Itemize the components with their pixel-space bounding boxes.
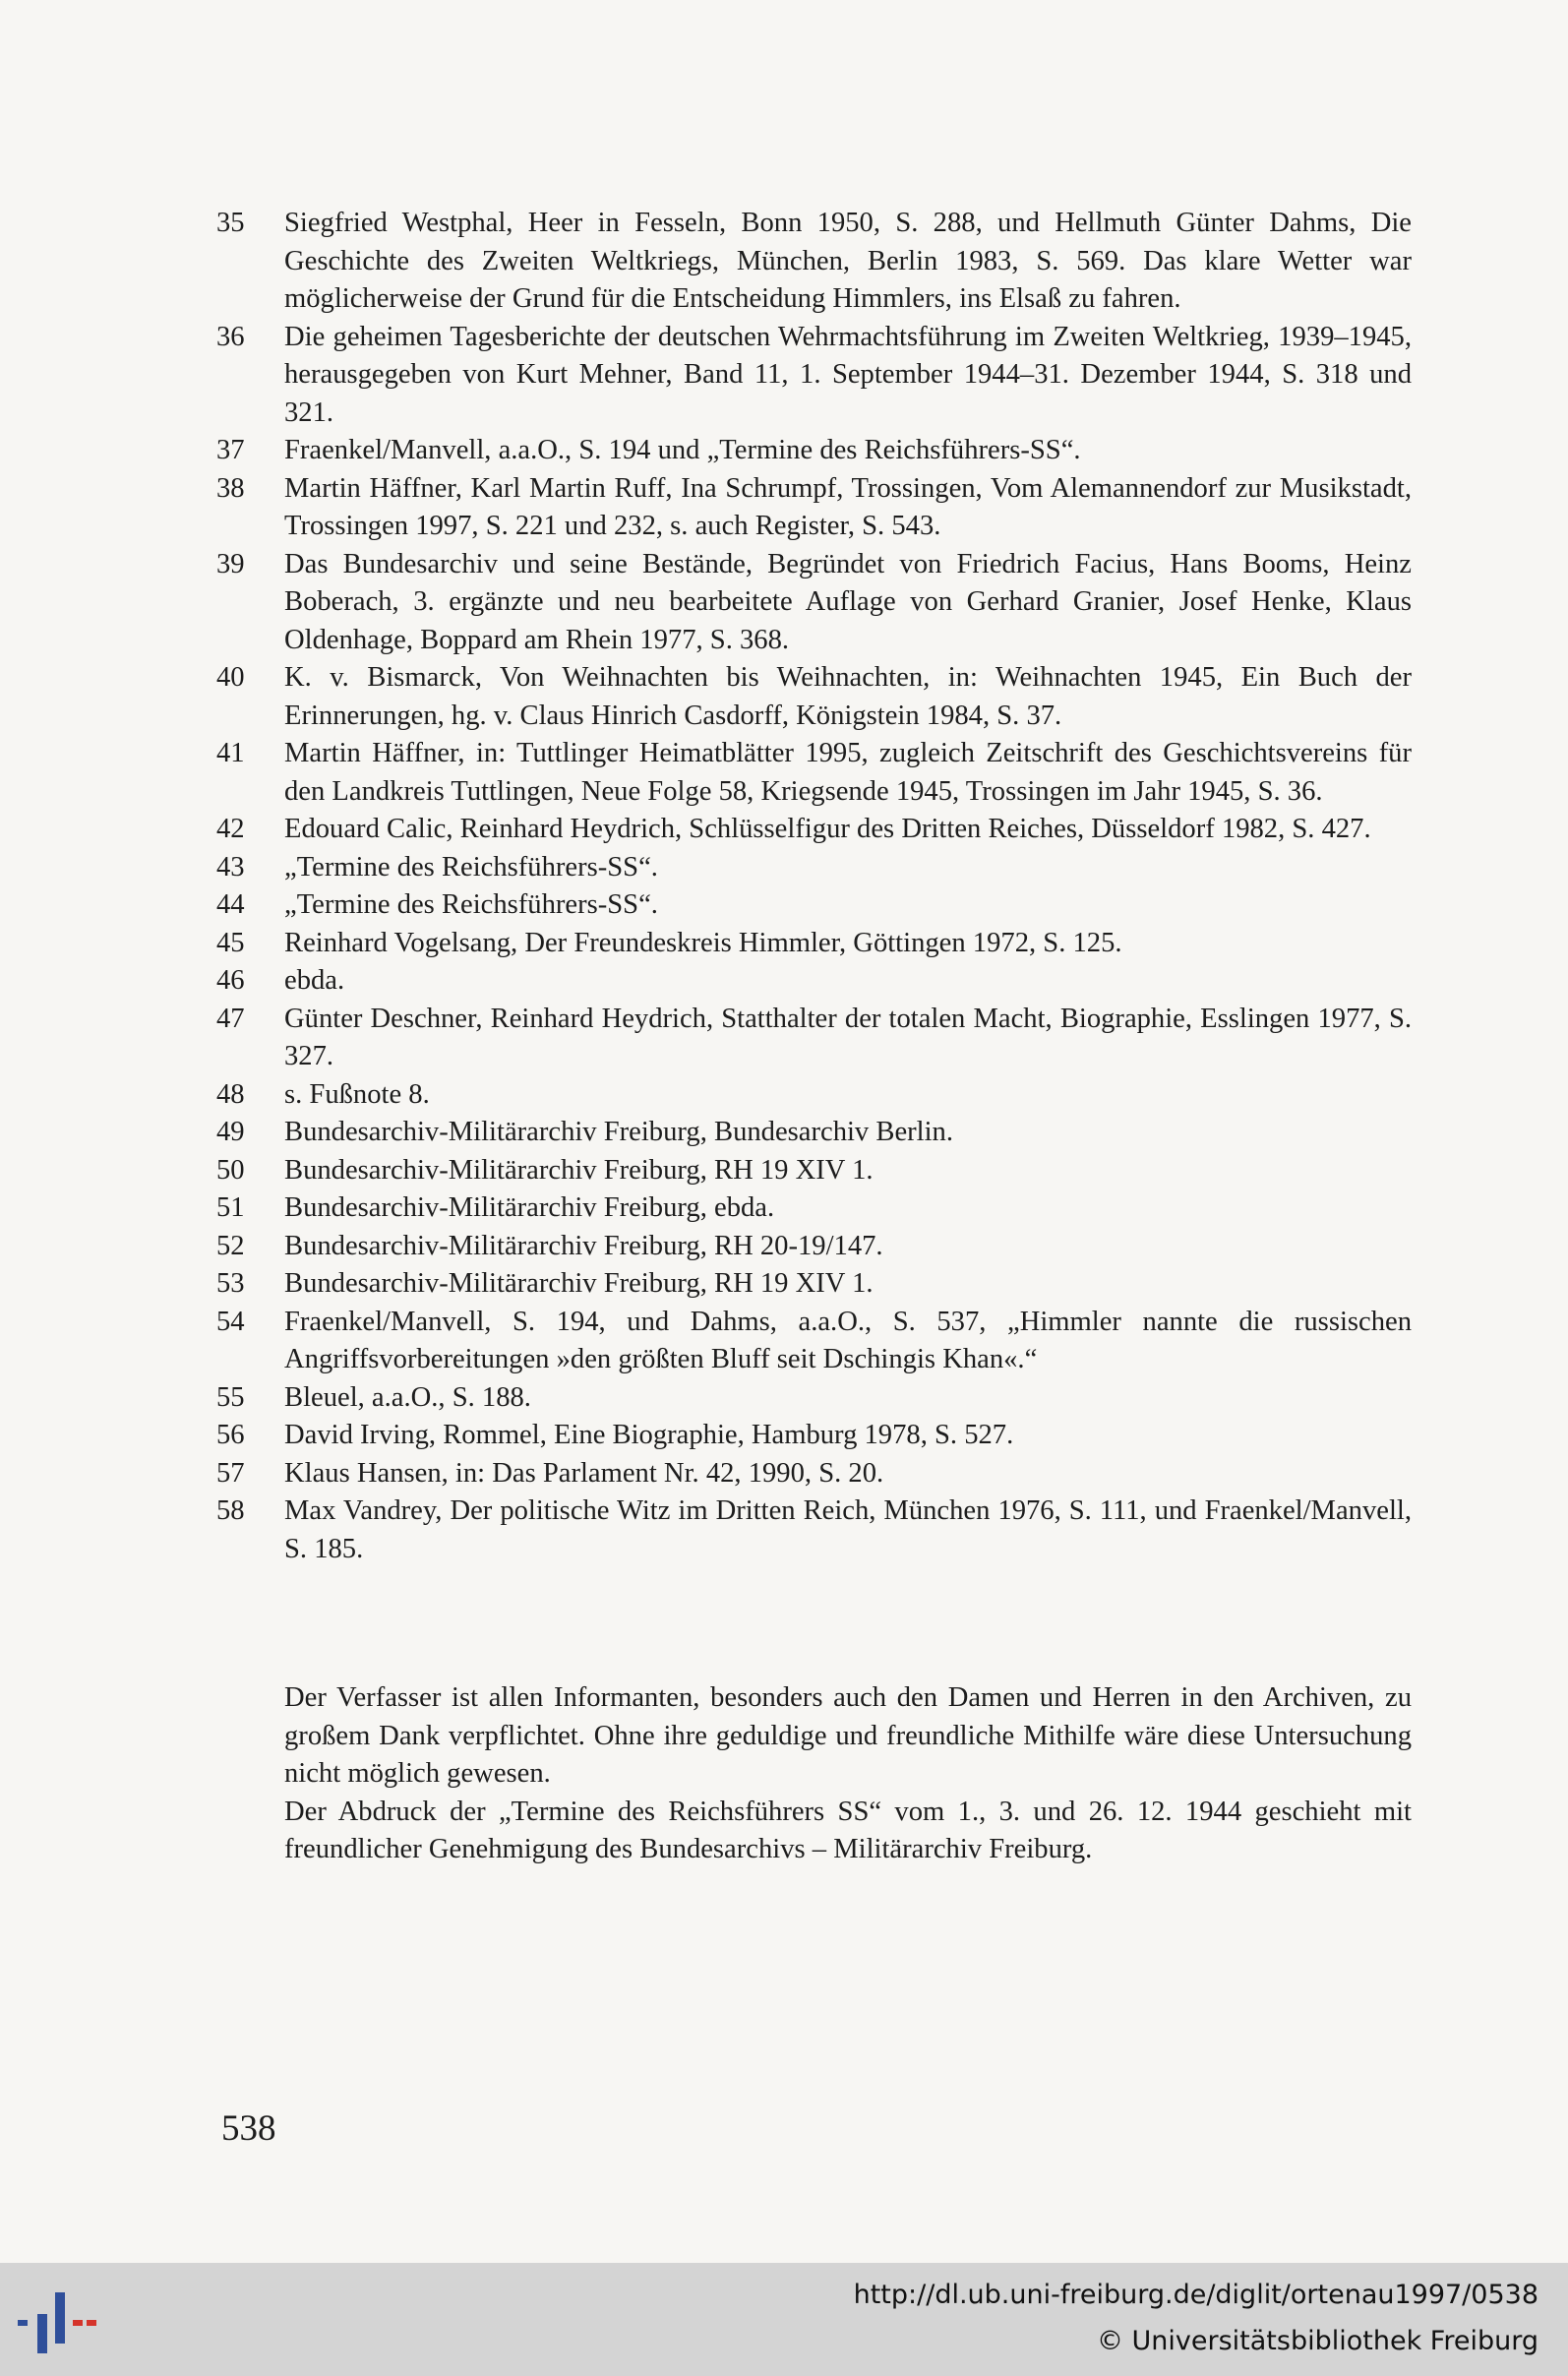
footnote-number: 36	[216, 321, 245, 352]
acknowledgement-paragraph-1: Der Verfasser ist allen Informanten, besonders auch den Damen und Herren in den Archiven, zu großem Dank verpflichtet. Ohne ihre geduldige und freundliche Mithilfe wäre diese Untersuchung nicht möglich gewesen.	[284, 1682, 1412, 1789]
footnote-number: 55	[216, 1381, 245, 1413]
footnote-text: Edouard Calic, Reinhard Heydrich, Schlüsselfigur des Dritten Reiches, Düsseldorf 1982, S. 427.	[284, 814, 1371, 844]
footnote-53	[216, 1265, 1412, 1304]
footnote-text: Martin Häffner, Karl Martin Ruff, Ina Schrumpf, Trossingen, Vom Alemannendorf zur Musikstadt, Trossingen 1997, S. 221 und 232, s. auch Register, S. 543.	[284, 472, 1412, 541]
footnote-number: 50	[216, 1154, 245, 1186]
footnote-55	[216, 1379, 1412, 1418]
footnote-number: 57	[216, 1457, 245, 1489]
ub-freiburg-logo-icon	[18, 2292, 98, 2353]
footnote-number: 56	[216, 1420, 245, 1450]
footnote-42	[216, 811, 1412, 849]
footnote-number: 40	[216, 662, 245, 693]
footnote-number: 45	[216, 927, 245, 958]
footnote-37	[216, 432, 1412, 470]
footnote-56	[216, 1417, 1412, 1455]
footnote-number: 42	[216, 814, 245, 844]
footnote-text: Martin Häffner, in: Tuttlinger Heimatblätter 1995, zugleich Zeitschrift des Geschichtsvereins für den Landkreis Tuttlingen, Neue Folge 58, Kriegsende 1945, Trossingen im Jahr 1945, S. 36.	[284, 738, 1412, 807]
footnote-39	[216, 546, 1412, 660]
footnote-number: 54	[216, 1306, 245, 1337]
acknowledgement	[284, 1679, 1412, 1869]
footnote-41	[216, 735, 1412, 811]
footnote-49	[216, 1114, 1412, 1152]
footnote-number: 58	[216, 1495, 245, 1526]
footnote-43	[216, 849, 1412, 887]
footnotes-list	[216, 205, 1412, 1568]
footnote-35	[216, 205, 1412, 319]
footnote-number: 46	[216, 965, 245, 996]
footnote-text: Siegfried Westphal, Heer in Fesseln, Bonn 1950, S. 288, und Hellmuth Günter Dahms, Die Geschichte des Zweiten Weltkriegs, München, Berlin 1983, S. 569. Das klare Wetter war möglicherweise der Grund für die Entscheidung Himmlers, ins Elsaß zu fahren.	[284, 208, 1412, 314]
footnote-text: „Termine des Reichsführers-SS“.	[284, 889, 658, 920]
footnote-44	[216, 886, 1412, 925]
footnote-number: 47	[216, 1003, 245, 1034]
footnote-text: Günter Deschner, Reinhard Heydrich, Statthalter der totalen Macht, Biographie, Esslingen 1977, S. 327.	[284, 1003, 1412, 1071]
footnote-54	[216, 1304, 1412, 1379]
footnote-number: 53	[216, 1268, 245, 1299]
footnote-text: Fraenkel/Manvell, S. 194, und Dahms, a.a.O., S. 537, „Himmler nannte die russischen Angriffsvorbereitungen »den größten Bluff seit Dschingis Khan«.“	[284, 1306, 1412, 1374]
footnote-text: Bleuel, a.a.O., S. 188.	[284, 1381, 531, 1413]
footnote-40	[216, 659, 1412, 735]
footnote-number: 43	[216, 851, 245, 883]
footnote-47	[216, 1001, 1412, 1076]
footnote-38	[216, 470, 1412, 546]
footnote-number: 41	[216, 738, 245, 768]
footnote-51	[216, 1189, 1412, 1228]
footnote-text: Bundesarchiv-Militärarchiv Freiburg, RH 19 XIV 1.	[284, 1268, 874, 1299]
copyright-notice: © Universitätsbibliothek Freiburg	[1096, 2326, 1538, 2356]
footnote-number: 52	[216, 1230, 245, 1261]
footnote-text: Reinhard Vogelsang, Der Freundeskreis Himmler, Göttingen 1972, S. 125.	[284, 927, 1122, 958]
document-url-link[interactable]: http://dl.ub.uni-freiburg.de/diglit/ortenau1997/0538	[853, 2280, 1538, 2310]
footnote-number: 48	[216, 1078, 245, 1110]
footnote-number: 35	[216, 208, 245, 238]
acknowledgement-paragraph-2: Der Abdruck der „Termine des Reichsführers SS“ vom 1., 3. und 26. 12. 1944 geschieht mit freundlicher Genehmigung des Bundesarchivs – Militärarchiv Freiburg.	[284, 1796, 1412, 1864]
footnote-text: Die geheimen Tagesberichte der deutschen Wehrmachtsführung im Zweiten Weltkrieg, 1939–1945, herausgegeben von Kurt Mehner, Band 11, 1. September 1944–31. Dezember 1944, S. 318 und 321.	[284, 321, 1412, 428]
footnote-36	[216, 319, 1412, 433]
viewer-footer	[0, 2263, 1568, 2376]
footnote-52	[216, 1228, 1412, 1266]
footnote-46	[216, 962, 1412, 1001]
footnote-text: ebda.	[284, 965, 345, 996]
footnote-text: Bundesarchiv-Militärarchiv Freiburg, RH 20-19/147.	[284, 1230, 883, 1261]
footnote-text: Bundesarchiv-Militärarchiv Freiburg, RH 19 XIV 1.	[284, 1154, 874, 1186]
footnote-58	[216, 1493, 1412, 1568]
footnote-50	[216, 1152, 1412, 1190]
footnote-text: Bundesarchiv-Militärarchiv Freiburg, ebda.	[284, 1192, 775, 1223]
footnote-number: 49	[216, 1117, 245, 1147]
page-number: 538	[221, 2108, 276, 2149]
footnote-number: 38	[216, 472, 245, 504]
footnote-text: K. v. Bismarck, Von Weihnachten bis Weihnachten, in: Weihnachten 1945, Ein Buch der Erinnerungen, hg. v. Claus Hinrich Casdorff, Königstein 1984, S. 37.	[284, 662, 1412, 731]
footnote-text: Das Bundesarchiv und seine Bestände, Begründet von Friedrich Facius, Hans Booms, Heinz Boberach, 3. ergänzte und neu bearbeitete Auflage von Gerhard Granier, Josef Henke, Klaus Oldenhage, Boppard am Rhein 1977, S. 368.	[284, 548, 1412, 655]
footnote-text: „Termine des Reichsführers-SS“.	[284, 851, 658, 883]
footnote-text: Klaus Hansen, in: Das Parlament Nr. 42, 1990, S. 20.	[284, 1457, 884, 1489]
footnote-text: s. Fußnote 8.	[284, 1078, 430, 1110]
footnote-45	[216, 925, 1412, 963]
footnote-number: 51	[216, 1192, 245, 1223]
footnote-57	[216, 1455, 1412, 1493]
footnote-text: David Irving, Rommel, Eine Biographie, Hamburg 1978, S. 527.	[284, 1420, 1014, 1450]
footnote-number: 44	[216, 889, 245, 920]
footnote-number: 37	[216, 435, 245, 465]
footnote-text: Fraenkel/Manvell, a.a.O., S. 194 und „Termine des Reichsführers-SS“.	[284, 435, 1081, 465]
footnote-number: 39	[216, 548, 245, 579]
footnote-text: Max Vandrey, Der politische Witz im Dritten Reich, München 1976, S. 111, und Fraenkel/Manvell, S. 185.	[284, 1495, 1412, 1564]
footnote-48	[216, 1076, 1412, 1115]
footnote-text: Bundesarchiv-Militärarchiv Freiburg, Bundesarchiv Berlin.	[284, 1117, 953, 1147]
